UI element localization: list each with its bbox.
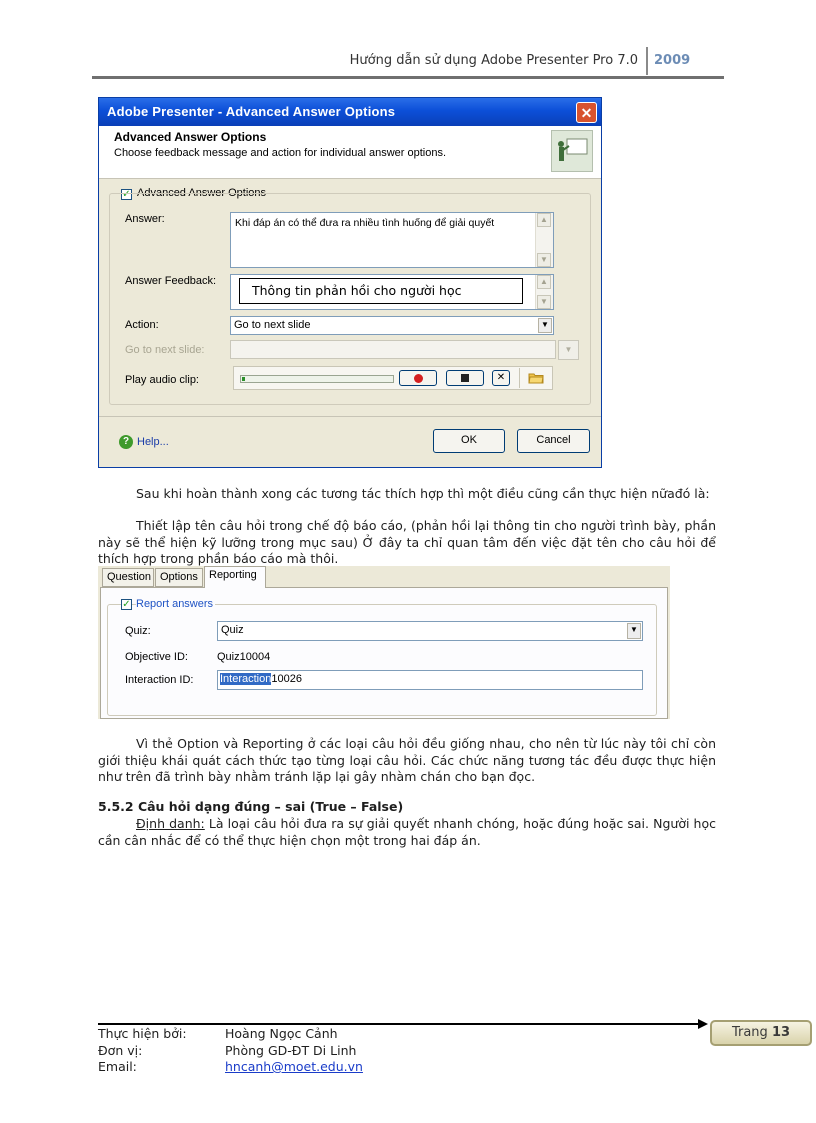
audio-divider	[519, 368, 520, 388]
footer-by-value: Hoàng Ngọc Cảnh	[225, 1026, 338, 1041]
quiz-value: Quiz	[221, 624, 244, 636]
stop-button[interactable]	[446, 370, 484, 386]
header-year: 2009	[654, 53, 691, 68]
footer-email-label: Email:	[98, 1059, 137, 1074]
presenter-icon	[551, 130, 593, 172]
dialog-footer-divider	[99, 416, 601, 417]
tab-options[interactable]: Options	[155, 568, 203, 587]
paragraph-2: Thiết lập tên câu hỏi trong chế độ báo cáo, (phản hồi lại thông tin cho người trình bày, phần này sẽ thể hiện kỹ lưỡng trong mục sau) Ở đây ta chỉ quan tâm đến việc đặt tên cho câu hỏi để thích hợp trong phần báo cáo mà thôi.	[98, 518, 716, 566]
advanced-options-label: Advanced Answer Options	[137, 187, 267, 199]
header-rule	[92, 76, 724, 79]
header-separator	[646, 47, 648, 75]
close-icon: ✕	[496, 372, 506, 383]
action-select[interactable]	[230, 316, 554, 335]
goto-slide-input	[230, 340, 556, 359]
definition-text: Là loại câu hỏi đưa ra sự giải quyết nhanh chóng, hoặc đúng hoặc sai. Người học cần cân nhắc để có thể thực hiện chọn một trong hai đáp án.	[98, 816, 716, 848]
dialog-titlebar[interactable]	[99, 98, 601, 126]
audio-toolbar	[233, 366, 553, 390]
action-label: Action:	[125, 319, 159, 331]
banner-heading: Advanced Answer Options	[114, 130, 267, 144]
answer-label: Answer:	[125, 213, 165, 225]
section-heading: 5.5.2 Câu hỏi dạng đúng – sai (True – False)	[98, 799, 404, 814]
page-number-box	[710, 1020, 812, 1046]
answer-textarea[interactable]	[230, 212, 554, 268]
scroll-down-icon[interactable]: ▼	[537, 295, 551, 309]
delete-audio-button[interactable]	[492, 370, 510, 386]
advanced-answer-options-dialog	[98, 97, 602, 468]
page-label: Trang	[731, 1025, 768, 1040]
audio-progress-track[interactable]	[240, 375, 394, 383]
scroll-up-icon[interactable]: ▲	[537, 213, 551, 227]
report-answers-label: Report answers	[136, 598, 214, 610]
stop-icon	[461, 374, 469, 382]
report-answers-checkbox[interactable]: ✓	[122, 599, 131, 610]
interaction-value	[220, 673, 302, 685]
objective-value: Quiz10004	[217, 651, 271, 663]
interaction-label: Interaction ID:	[125, 674, 194, 686]
scroll-up-icon[interactable]: ▲	[537, 275, 551, 289]
objective-label: Objective ID:	[125, 651, 188, 663]
audio-label: Play audio clip:	[125, 374, 199, 386]
chevron-down-icon[interactable]: ▼	[538, 318, 552, 333]
folder-icon[interactable]	[528, 371, 544, 384]
reporting-panel	[98, 566, 670, 719]
header-title: Hướng dẫn sử dụng Adobe Presenter Pro 7.0	[349, 53, 638, 68]
answer-text: Khi đáp án có thể đưa ra nhiều tình huống để giải quyết	[235, 217, 495, 229]
interaction-rest-text: 10026	[271, 673, 302, 685]
scroll-down-icon[interactable]: ▼	[537, 253, 551, 267]
dialog-banner	[99, 126, 601, 179]
footer-email-link[interactable]: hncanh@moet.edu.vn	[225, 1059, 363, 1074]
interaction-selected-text: Interaction	[220, 673, 272, 685]
feedback-text: Thông tin phản hồi cho người học	[239, 278, 523, 304]
paragraph-1: Sau khi hoàn thành xong các tương tác thích hợp thì một điều cũng cần thực hiện nữađó là:	[136, 486, 710, 501]
interaction-input[interactable]	[217, 670, 643, 690]
reporting-content	[100, 587, 668, 719]
feedback-scrollbar[interactable]	[535, 275, 553, 309]
goto-slide-label: Go to next slide:	[125, 344, 205, 356]
cancel-button[interactable]: Cancel	[517, 429, 590, 453]
footer-unit-label: Đơn vị:	[98, 1043, 143, 1058]
tab-reporting[interactable]: Reporting	[204, 566, 266, 588]
chevron-down-icon: ▼	[558, 340, 579, 360]
footer-rule	[98, 1023, 704, 1025]
advanced-options-checkbox[interactable]: ✓	[122, 189, 131, 200]
footer-arrow-icon	[698, 1019, 708, 1029]
chevron-down-icon[interactable]: ▼	[627, 623, 641, 639]
page-number: 13	[771, 1025, 791, 1040]
footer-unit-value: Phòng GD-ĐT Di Linh	[225, 1043, 357, 1058]
definition-label: Định danh:	[136, 816, 205, 831]
answer-scrollbar[interactable]	[535, 213, 553, 267]
feedback-textarea[interactable]	[230, 274, 554, 310]
audio-progress-handle[interactable]	[242, 377, 245, 381]
banner-subtitle: Choose feedback message and action for individual answer options.	[114, 147, 447, 159]
definition-paragraph	[98, 816, 716, 849]
record-icon	[414, 374, 423, 383]
action-value: Go to next slide	[234, 319, 311, 331]
help-link[interactable]: Help...	[137, 436, 169, 448]
quiz-select[interactable]	[217, 621, 643, 641]
quiz-label: Quiz:	[125, 625, 151, 637]
tab-question[interactable]: Question	[102, 568, 154, 587]
paragraph-3: Vì thẻ Option và Reporting ở các loại câu hỏi đều giống nhau, cho nên từ lúc này tôi chỉ còn giới thiệu khái quát cách thức tạo từng loại câu hỏi. Các chức năng tương tác đều được thực hiện như trên đã trình bày nhằm tránh lặp lại gây nhàm chán cho bạn đọc.	[98, 736, 716, 784]
footer-by-label: Thực hiện bởi:	[98, 1026, 187, 1041]
feedback-label: Answer Feedback:	[125, 275, 217, 287]
help-icon[interactable]: ?	[119, 435, 133, 449]
dialog-title: Adobe Presenter - Advanced Answer Options	[107, 104, 396, 119]
record-button[interactable]	[399, 370, 437, 386]
ok-button[interactable]: OK	[433, 429, 505, 453]
close-icon[interactable]: ✕	[576, 102, 597, 123]
